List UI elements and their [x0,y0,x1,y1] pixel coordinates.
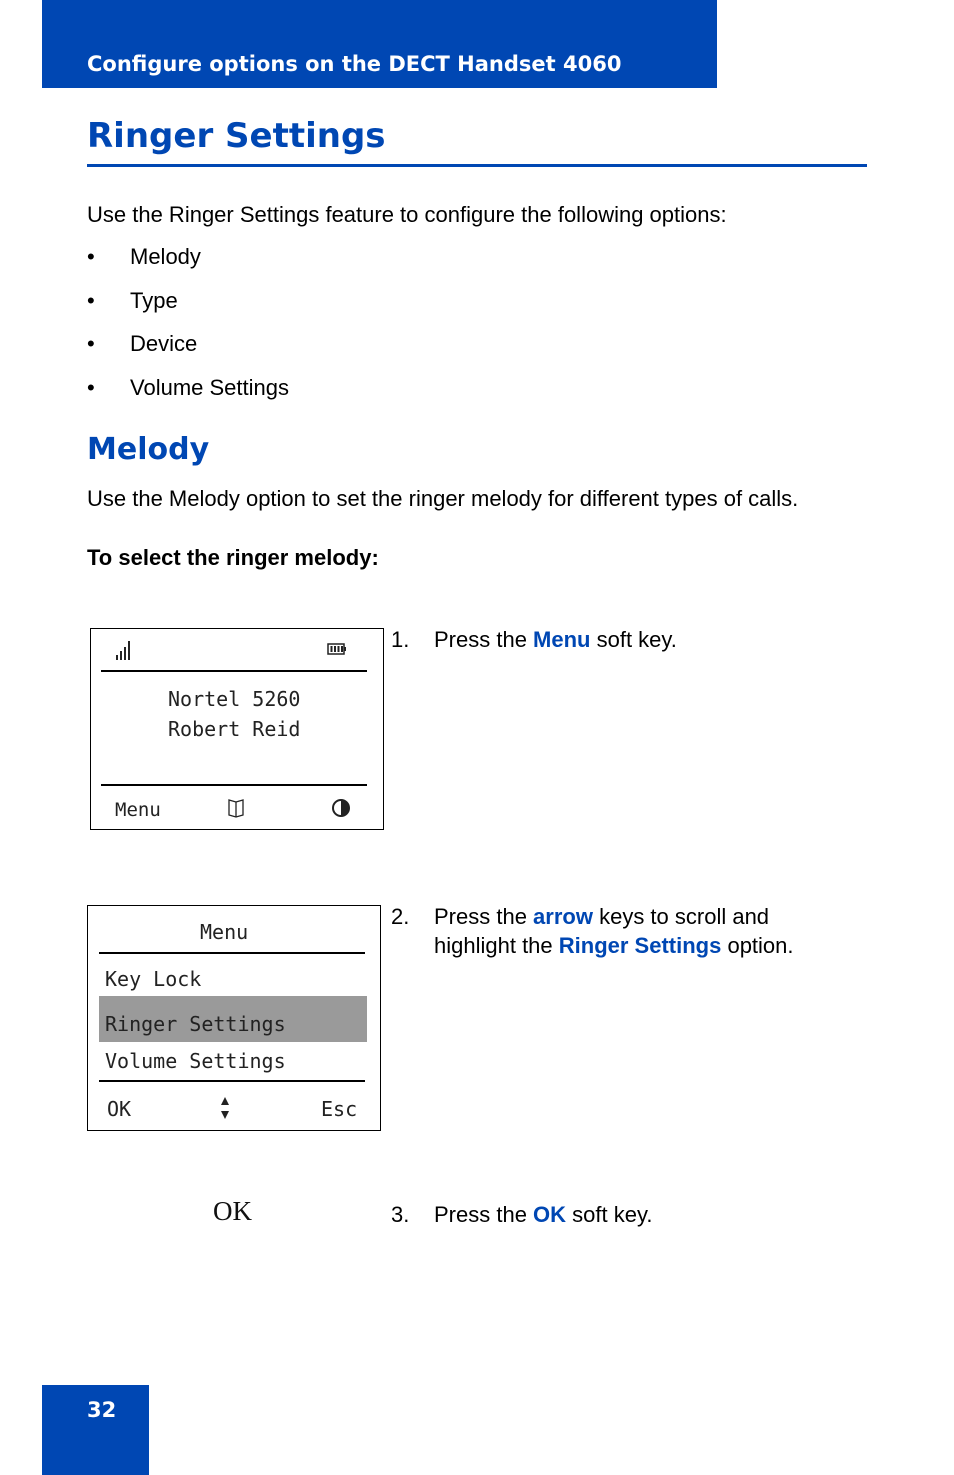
bullet: • [87,244,95,269]
page-number: 32 [87,1398,117,1422]
divider [101,670,367,672]
signal-strength-icon [115,639,135,661]
step-text: Press the Menu soft key. [434,627,677,652]
step-number: 2. [391,904,410,929]
bullet: • [87,374,95,400]
key-name: OK [533,1202,567,1227]
page-title: Ringer Settings [87,116,386,156]
step-text: Press the arrow keys to scroll and highlight the Ringer Settings option. [434,904,794,958]
handset-idle-screen [90,628,384,830]
list-item-text: Volume Settings [130,374,289,400]
display-line-2: Robert Reid [168,717,301,741]
menu-softkey[interactable]: Menu [115,799,161,821]
esc-softkey[interactable]: Esc [321,1097,358,1121]
handset-menu-screen [87,905,381,1131]
running-header: Configure options on the DECT Handset 4060 [87,52,622,76]
bullet: • [87,287,95,313]
list-item-text: Type [130,287,178,313]
procedure-heading: To select the ringer melody: [87,545,379,570]
bullet: • [87,331,95,356]
section-paragraph: Use the Melody option to set the ringer melody for different types of calls. [87,486,799,511]
intro-paragraph: Use the Ringer Settings feature to configure the following options: [87,202,727,227]
menu-item-key-lock[interactable]: Key Lock [105,967,202,991]
step-number: 3. [391,1202,410,1227]
divider [99,1080,365,1082]
list-item-text: Melody [130,244,201,269]
step-number: 1. [391,627,410,652]
title-rule [87,164,867,167]
menu-item-volume-settings[interactable]: Volume Settings [105,1049,286,1073]
half-circle-icon [331,797,351,819]
display-line-1: Nortel 5260 [168,687,301,711]
phonebook-icon [227,797,245,819]
section-title: Melody [87,432,210,467]
up-down-arrows-icon [220,1096,230,1120]
step-text: Press the OK soft key. [434,1202,653,1227]
screen-title: Menu [200,920,249,944]
ok-key-label: OK [213,1196,252,1226]
ok-softkey[interactable]: OK [107,1097,132,1121]
divider [99,952,365,954]
divider [101,784,367,786]
key-name: Menu [533,627,591,652]
menu-item-ringer-settings[interactable]: Ringer Settings [105,1012,286,1036]
list-item-text: Device [130,331,198,356]
battery-icon [327,641,347,657]
key-name: arrow [533,904,593,929]
key-name: Ringer Settings [558,933,722,958]
